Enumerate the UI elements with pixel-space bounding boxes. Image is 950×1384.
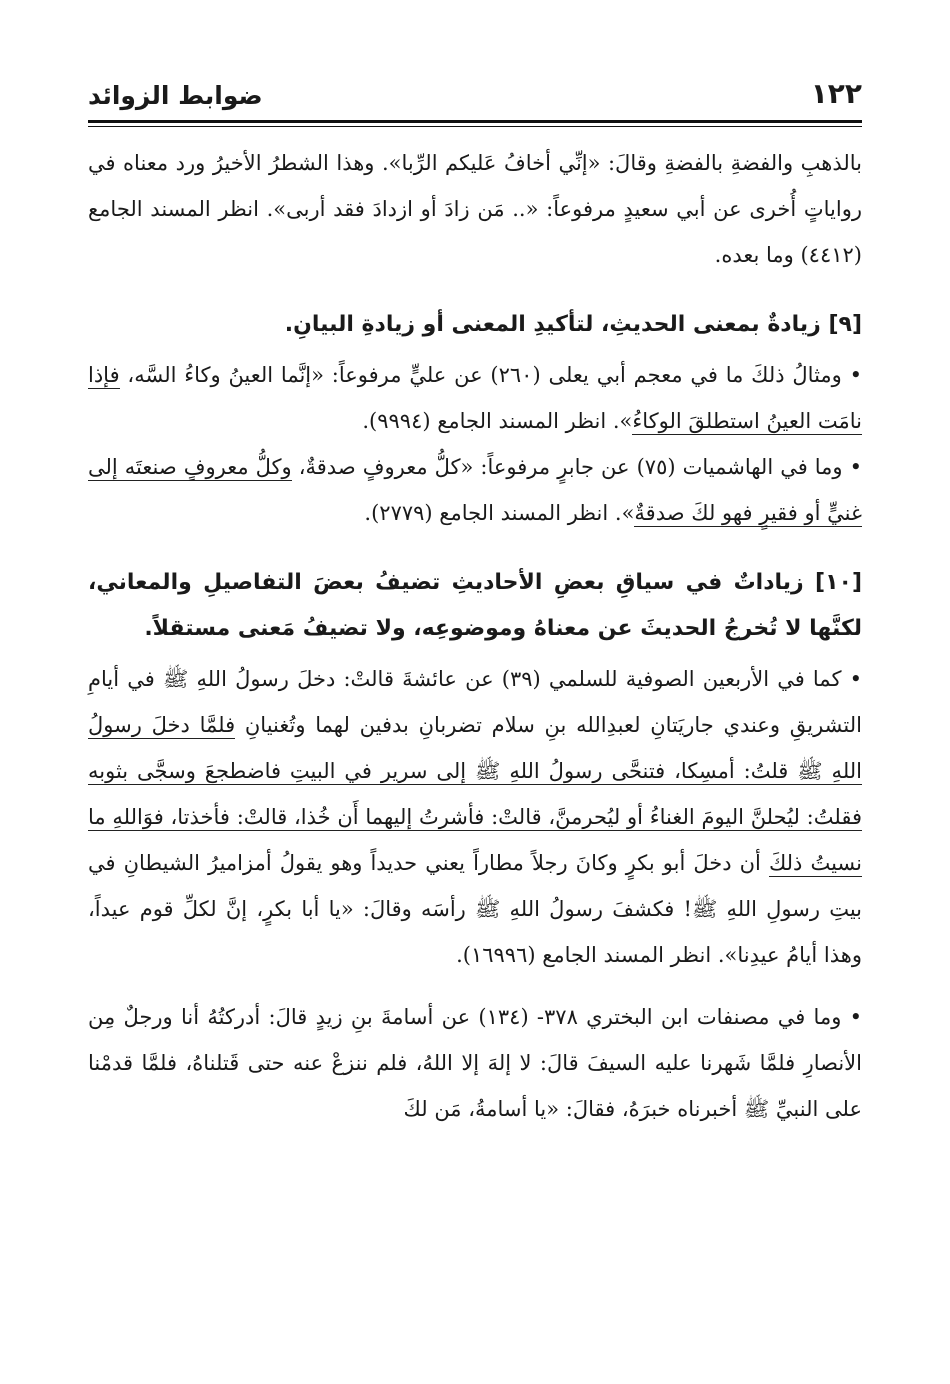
page-number: ١٢٢ xyxy=(810,77,862,110)
page-header xyxy=(88,72,862,120)
paragraph-example-usama: • وما في مصنفات ابن البختري ٣٧٨- (١٣٤) عن أسامةَ بنِ زيدٍ قالَ: أدركتُهُ أنا ورجلٌ مِن الأنصارِ فلمَّا شَهرنا عليه السيفَ قالَ: لا إلهَ إلا اللهُ، فلم ننزعْ عنه حتى قَتلناهُ، فلمَّا قدمْنا على النبيِّ ﷺ أخبرناه خبرَهُ، فقالَ: «يا أسامةُ، مَن لكَ xyxy=(88,1005,862,1121)
section-heading-10: [١٠] زياداتٌ في سياقِ بعضِ الأحاديثِ تضيفُ بعضَ التفاصيلِ والمعاني، لكنَّها لا تُخرجُ الحديثَ عن معناهُ وموضوعِه، ولا تضيفُ مَعنى مستقلاً. xyxy=(88,570,862,641)
text-run: ». انظر المسند الجامع (٩٩٩٤). xyxy=(362,409,633,433)
text-run: • وما في الهاشميات (٧٥) عن جابرٍ مرفوعاً: «كلُّ معروفٍ صدقةٌ، xyxy=(291,455,862,479)
text-run: ». انظر المسند الجامع (٢٧٧٩). xyxy=(364,501,635,525)
header-rule-thin xyxy=(88,126,862,127)
paragraph-example-aisha xyxy=(88,656,862,978)
paragraph-example-ali xyxy=(88,352,862,444)
paragraph-example-jabir xyxy=(88,444,862,536)
text-run: • كما في الأربعين الصوفية للسلمي (٣٩) عن عائشةَ قالتْ: دخلَ رسولُ اللهِ ﷺ في أيامِ التشريقِ وعندي جاريَتانِ لعبدِالله بنِ سلام تضربانِ بدفين لهما وتُغنيانِ xyxy=(88,667,862,737)
text-run: أن دخلَ أبو بكرٍ وكانَ رجلاً مطاراً يعني حديداً وهو يقولُ أمزاميرُ الشيطانِ في بيتِ رسولِ اللهِ ﷺ! فكشفَ رسولُ اللهِ ﷺ رأسَه وقالَ: «يا أبا بكرٍ، إنَّ لكلِّ قوم عيداً، وهذا أيامُ عيدِنا». انظر المسند الجامع (١٦٩٩٦). xyxy=(88,851,862,967)
body-text xyxy=(88,140,862,1132)
running-title: ضوابط الزوائد xyxy=(88,81,263,110)
header-rule-thick xyxy=(88,120,862,123)
paragraph-continued: بالذهبِ والفضةِ بالفضةِ وقالَ: «إنِّي أخافُ عَليكم الرِّبا». وهذا الشطرُ الأخيرُ ورد معناه في رواياتٍ أُخرى عن أبي سعيدٍ مرفوعاً: «.. مَن زادَ أو ازدادَ فقد أربى». انظر المسند الجامع (٤٤١٢) وما بعده. xyxy=(88,151,862,267)
underlined-addition: وكلُّ معروفٍ صنعتَه إلى غنيٍّ أو فقيرٍ فهو لكَ صدقةٌ xyxy=(88,455,862,525)
underlined-addition: فلمَّا دخلَ رسولُ اللهِ ﷺ قلتُ: أمسِكا، فتنحَّى رسولُ اللهِ ﷺ إلى سرير في البيتِ فاضطجعَ وسجَّى بثوبه فقلتُ: ليُحلنَّ اليومَ الغناءُ أو ليُحرمنَّ، قالتْ: فأشرتُ إليهما أَن خُذا، قالتْ: فأخذتا، فوَاللهِ ما نسيتُ ذلكَ xyxy=(88,713,862,875)
section-heading-9: [٩] زيادةٌ بمعنى الحديثِ، لتأكيدِ المعنى أو زيادةِ البيانِ. xyxy=(284,312,862,337)
underlined-addition: فإذا نامَت العينُ استطلقَ الوكاءُ xyxy=(88,363,862,433)
text-run: • ومثالُ ذلكَ ما في معجم أبي يعلى (٢٦٠) عن عليٍّ مرفوعاً: «إنَّما العينُ وكاءُ السَّه، xyxy=(119,363,862,387)
